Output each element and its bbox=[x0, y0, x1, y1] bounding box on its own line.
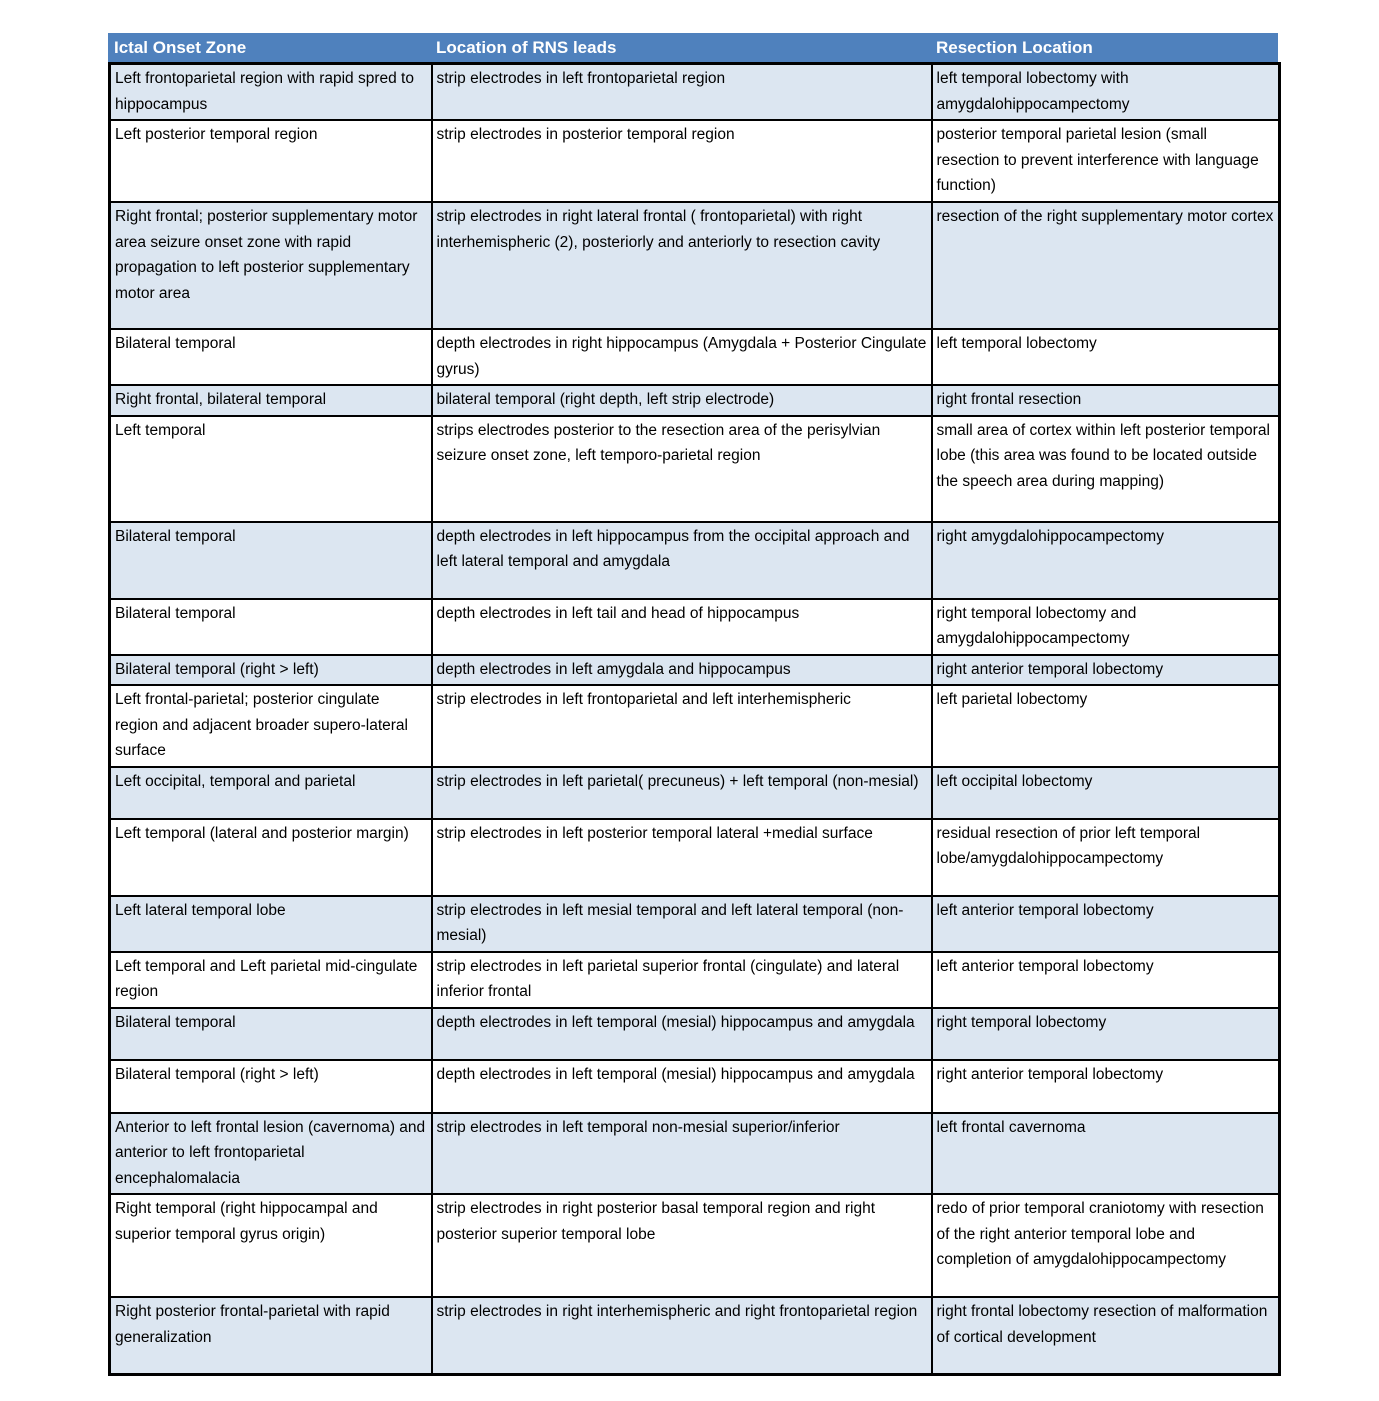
table-cell: strip electrodes in right lateral frontal ( frontoparietal) with right interhemispheric (2), posteriorly and anteriorly to resection cavity bbox=[432, 202, 932, 329]
table-cell: Left temporal bbox=[110, 416, 432, 522]
table-row bbox=[110, 896, 1280, 952]
table-cell: Right temporal (right hippocampal and superior temporal gyrus origin) bbox=[110, 1194, 432, 1297]
table-row bbox=[110, 1060, 1280, 1113]
table-cell: resection of the right supplementary motor cortex bbox=[932, 202, 1280, 329]
table-cell: depth electrodes in right hippocampus (Amygdala + Posterior Cingulate gyrus) bbox=[432, 329, 932, 385]
table-cell: Left temporal and Left parietal mid-cingulate region bbox=[110, 952, 432, 1008]
table-cell: strip electrodes in left parietal superior frontal (cingulate) and lateral inferior frontal bbox=[432, 952, 932, 1008]
table-cell: strip electrodes in left parietal( precuneus) + left temporal (non-mesial) bbox=[432, 767, 932, 819]
table-row bbox=[110, 385, 1280, 416]
table-cell: bilateral temporal (right depth, left strip electrode) bbox=[432, 385, 932, 416]
table-cell: Bilateral temporal (right > left) bbox=[110, 655, 432, 686]
table-cell: left anterior temporal lobectomy bbox=[932, 952, 1280, 1008]
table-cell: strips electrodes posterior to the resection area of the perisylvian seizure onset zone, left temporo-parietal region bbox=[432, 416, 932, 522]
table-cell: Right frontal, bilateral temporal bbox=[110, 385, 432, 416]
table-cell: small area of cortex within left posterior temporal lobe (this area was found to be located outside the speech area during mapping) bbox=[932, 416, 1280, 522]
table-cell: strip electrodes in right interhemispheric and right frontoparietal region bbox=[432, 1297, 932, 1374]
table-body bbox=[108, 62, 1281, 1376]
table-cell: Left lateral temporal lobe bbox=[110, 896, 432, 952]
table-cell: Anterior to left frontal lesion (cavernoma) and anterior to left frontoparietal encephalomalacia bbox=[110, 1113, 432, 1195]
column-header-resection-location: Resection Location bbox=[936, 38, 1093, 57]
table-row bbox=[110, 599, 1280, 655]
table-cell: Bilateral temporal bbox=[110, 1008, 432, 1060]
table-row bbox=[110, 767, 1280, 819]
table-cell: strip electrodes in right posterior basal temporal region and right posterior superior temporal lobe bbox=[432, 1194, 932, 1297]
table-cell: strip electrodes in left frontoparietal and left interhemispheric bbox=[432, 685, 932, 767]
column-header-location-of-rns-leads: Location of RNS leads bbox=[436, 38, 617, 57]
table-row bbox=[110, 416, 1280, 522]
table-row bbox=[110, 685, 1280, 767]
table-cell: Bilateral temporal bbox=[110, 522, 432, 599]
table-cell: right amygdalohippocampectomy bbox=[932, 522, 1280, 599]
table-cell: Left posterior temporal region bbox=[110, 120, 432, 202]
table-cell: strip electrodes in left temporal non-mesial superior/inferior bbox=[432, 1113, 932, 1195]
table-cell: right temporal lobectomy bbox=[932, 1008, 1280, 1060]
column-header-ictal-onset-zone: Ictal Onset Zone bbox=[114, 38, 247, 57]
table-cell: left frontal cavernoma bbox=[932, 1113, 1280, 1195]
table-cell: right anterior temporal lobectomy bbox=[932, 655, 1280, 686]
table-row bbox=[110, 522, 1280, 599]
table-cell: Left temporal (lateral and posterior margin) bbox=[110, 819, 432, 896]
table-cell: strip electrodes in left posterior temporal lateral +medial surface bbox=[432, 819, 932, 896]
table-cell: left temporal lobectomy with amygdalohippocampectomy bbox=[932, 64, 1280, 121]
rns-outcomes-table bbox=[108, 33, 1278, 1376]
table-cell: posterior temporal parietal lesion (small resection to prevent interference with language function) bbox=[932, 120, 1280, 202]
table-cell: right frontal lobectomy resection of malformation of cortical development bbox=[932, 1297, 1280, 1374]
table-row bbox=[110, 819, 1280, 896]
table-cell: right frontal resection bbox=[932, 385, 1280, 416]
table-row bbox=[110, 1008, 1280, 1060]
table-cell: depth electrodes in left temporal (mesial) hippocampus and amygdala bbox=[432, 1060, 932, 1113]
table-row bbox=[110, 952, 1280, 1008]
table-cell: Bilateral temporal bbox=[110, 599, 432, 655]
table-cell: redo of prior temporal craniotomy with resection of the right anterior temporal lobe and completion of amygdalohippocampectomy bbox=[932, 1194, 1280, 1297]
table-cell: depth electrodes in left hippocampus from the occipital approach and left lateral temporal and amygdala bbox=[432, 522, 932, 599]
table-row bbox=[110, 1113, 1280, 1195]
table-cell: Bilateral temporal (right > left) bbox=[110, 1060, 432, 1113]
table-row bbox=[110, 1194, 1280, 1297]
table-cell: residual resection of prior left temporal lobe/amygdalohippocampectomy bbox=[932, 819, 1280, 896]
table-cell: right temporal lobectomy and amygdalohippocampectomy bbox=[932, 599, 1280, 655]
table-cell: depth electrodes in left tail and head of hippocampus bbox=[432, 599, 932, 655]
table-row bbox=[110, 202, 1280, 329]
table-cell: Left frontoparietal region with rapid spred to hippocampus bbox=[110, 64, 432, 121]
table-cell: depth electrodes in left temporal (mesial) hippocampus and amygdala bbox=[432, 1008, 932, 1060]
table-row bbox=[110, 120, 1280, 202]
table-row bbox=[110, 329, 1280, 385]
table-row bbox=[110, 1297, 1280, 1374]
table-cell: left anterior temporal lobectomy bbox=[932, 896, 1280, 952]
table-cell: depth electrodes in left amygdala and hippocampus bbox=[432, 655, 932, 686]
table-row bbox=[110, 655, 1280, 686]
table-cell: Right posterior frontal-parietal with rapid generalization bbox=[110, 1297, 432, 1374]
table-rows-container bbox=[110, 64, 1280, 1375]
table-cell: right anterior temporal lobectomy bbox=[932, 1060, 1280, 1113]
table-cell: Right frontal; posterior supplementary motor area seizure onset zone with rapid propagation to left posterior supplementary motor area bbox=[110, 202, 432, 329]
table-cell: Left occipital, temporal and parietal bbox=[110, 767, 432, 819]
table-cell: Bilateral temporal bbox=[110, 329, 432, 385]
table-cell: left occipital lobectomy bbox=[932, 767, 1280, 819]
table-cell: strip electrodes in left mesial temporal and left lateral temporal (non-mesial) bbox=[432, 896, 932, 952]
table-cell: left temporal lobectomy bbox=[932, 329, 1280, 385]
table-cell: strip electrodes in left frontoparietal region bbox=[432, 64, 932, 121]
table-header-row bbox=[108, 33, 1278, 62]
table-cell: left parietal lobectomy bbox=[932, 685, 1280, 767]
table-row bbox=[110, 64, 1280, 121]
table-cell: Left frontal-parietal; posterior cingulate region and adjacent broader supero-lateral surface bbox=[110, 685, 432, 767]
table-cell: strip electrodes in posterior temporal region bbox=[432, 120, 932, 202]
